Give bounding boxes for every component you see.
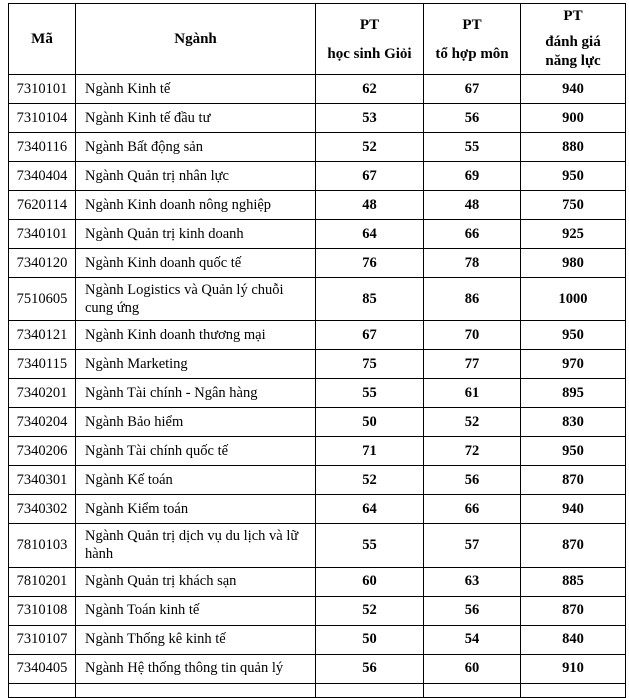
header-label-line [521, 33, 625, 71]
table-row [9, 104, 626, 133]
table-row [9, 249, 626, 278]
cell-ma: 7810103 [9, 524, 76, 567]
header-label-line: năng lực [545, 53, 601, 69]
cell-pt-danh-gia-nang-luc: 870 [521, 596, 626, 625]
cell-ma: 7340206 [9, 437, 76, 466]
cell-pt-hoc-sinh-gioi: 48 [316, 191, 424, 220]
table-row [9, 133, 626, 162]
table-row [9, 162, 626, 191]
cell-pt-to-hop-mon: 70 [424, 321, 521, 350]
table-row [9, 596, 626, 625]
cell-pt-danh-gia-nang-luc: 895 [521, 379, 626, 408]
cell-pt-to-hop-mon: 78 [424, 249, 521, 278]
admission-scores-table [8, 3, 626, 698]
cell-ma: 7340204 [9, 408, 76, 437]
column-header-pt-danh-gia-nang-luc [521, 4, 626, 75]
column-header-nganh [76, 4, 316, 75]
cell-nganh: Ngành Kinh doanh thương mại [76, 321, 316, 350]
cell-pt-hoc-sinh-gioi: 67 [316, 321, 424, 350]
cell-nganh: Ngành Kế toán [76, 466, 316, 495]
cell-pt-hoc-sinh-gioi: 52 [316, 596, 424, 625]
cell-nganh: Ngành Kiểm toán [76, 495, 316, 524]
cell-ma: 7340115 [9, 350, 76, 379]
table-row [9, 466, 626, 495]
cell-pt-hoc-sinh-gioi: 67 [316, 162, 424, 191]
cell-ma: 7340405 [9, 654, 76, 683]
table-row [9, 654, 626, 683]
cell-pt-hoc-sinh-gioi: 50 [316, 408, 424, 437]
cell-pt-to-hop-mon: 69 [424, 162, 521, 191]
cell-pt-to-hop-mon: 63 [424, 567, 521, 596]
cell-pt-to-hop-mon: 77 [424, 350, 521, 379]
table-row [9, 379, 626, 408]
header-label-nganh: Ngành [174, 31, 217, 47]
header-label-line: đánh giá [545, 34, 601, 51]
cell-pt-danh-gia-nang-luc: 950 [521, 437, 626, 466]
cell-pt-danh-gia-nang-luc: 910 [521, 654, 626, 683]
table-row [9, 495, 626, 524]
cell-ma: 7310108 [9, 596, 76, 625]
cell-pt-danh-gia-nang-luc: 940 [521, 75, 626, 104]
table-row [9, 191, 626, 220]
cell-ma: 7310101 [9, 75, 76, 104]
cell-pt-to-hop-mon: 55 [424, 133, 521, 162]
cell-pt-danh-gia-nang-luc: 925 [521, 220, 626, 249]
cell-empty [9, 683, 76, 697]
cell-nganh: Ngành Hệ thống thông tin quản lý [76, 654, 316, 683]
cell-pt-hoc-sinh-gioi: 76 [316, 249, 424, 278]
cell-pt-hoc-sinh-gioi: 55 [316, 524, 424, 567]
cell-pt-hoc-sinh-gioi: 64 [316, 220, 424, 249]
table-row [9, 75, 626, 104]
cell-ma: 7340404 [9, 162, 76, 191]
cell-nganh: Ngành Bất động sản [76, 133, 316, 162]
cell-pt-to-hop-mon: 66 [424, 495, 521, 524]
cell-ma: 7620114 [9, 191, 76, 220]
cell-pt-to-hop-mon: 60 [424, 654, 521, 683]
cell-pt-danh-gia-nang-luc: 885 [521, 567, 626, 596]
cell-nganh: Ngành Tài chính - Ngân hàng [76, 379, 316, 408]
cell-ma: 7340101 [9, 220, 76, 249]
cell-ma: 7310107 [9, 625, 76, 654]
table-header [9, 4, 626, 75]
cell-pt-to-hop-mon: 52 [424, 408, 521, 437]
cell-nganh: Ngành Marketing [76, 350, 316, 379]
cell-pt-hoc-sinh-gioi: 62 [316, 75, 424, 104]
cell-ma: 7340201 [9, 379, 76, 408]
table-body [9, 75, 626, 698]
cell-pt-danh-gia-nang-luc: 900 [521, 104, 626, 133]
cell-pt-to-hop-mon: 56 [424, 104, 521, 133]
cell-pt-to-hop-mon: 66 [424, 220, 521, 249]
cell-ma: 7810201 [9, 567, 76, 596]
cell-nganh: Ngành Quản trị khách sạn [76, 567, 316, 596]
cell-empty [424, 683, 521, 697]
cell-nganh: Ngành Kinh tế [76, 75, 316, 104]
cell-pt-to-hop-mon: 57 [424, 524, 521, 567]
cell-pt-to-hop-mon: 67 [424, 75, 521, 104]
cell-pt-danh-gia-nang-luc: 940 [521, 495, 626, 524]
cell-nganh: Ngành Kinh doanh quốc tế [76, 249, 316, 278]
header-label-line: tổ hợp môn [435, 45, 509, 62]
cell-pt-danh-gia-nang-luc: 970 [521, 350, 626, 379]
cell-pt-hoc-sinh-gioi: 56 [316, 654, 424, 683]
cell-pt-to-hop-mon: 56 [424, 596, 521, 625]
cell-ma: 7310104 [9, 104, 76, 133]
cell-pt-to-hop-mon: 48 [424, 191, 521, 220]
table-row [9, 220, 626, 249]
cell-pt-to-hop-mon: 72 [424, 437, 521, 466]
cell-empty [316, 683, 424, 697]
table-row [9, 437, 626, 466]
cell-pt-danh-gia-nang-luc: 980 [521, 249, 626, 278]
cell-nganh: Ngành Logistics và Quản lý chuỗi cung ứng [76, 278, 316, 321]
cell-pt-to-hop-mon: 54 [424, 625, 521, 654]
cell-nganh: Ngành Toán kinh tế [76, 596, 316, 625]
cell-nganh: Ngành Bảo hiểm [76, 408, 316, 437]
cell-pt-hoc-sinh-gioi: 71 [316, 437, 424, 466]
cell-pt-to-hop-mon: 56 [424, 466, 521, 495]
cell-pt-hoc-sinh-gioi: 52 [316, 133, 424, 162]
cell-pt-hoc-sinh-gioi: 55 [316, 379, 424, 408]
column-header-ma [9, 4, 76, 75]
cell-pt-danh-gia-nang-luc: 870 [521, 524, 626, 567]
table-row [9, 567, 626, 596]
table-row [9, 625, 626, 654]
cell-nganh: Ngành Quản trị kinh doanh [76, 220, 316, 249]
header-label-ma: Mã [31, 31, 53, 47]
cell-ma: 7340302 [9, 495, 76, 524]
cell-pt-to-hop-mon: 86 [424, 278, 521, 321]
cell-pt-hoc-sinh-gioi: 85 [316, 278, 424, 321]
cell-ma: 7340121 [9, 321, 76, 350]
column-header-pt-hoc-sinh-gioi [316, 4, 424, 75]
cell-pt-hoc-sinh-gioi: 75 [316, 350, 424, 379]
header-label-line: PT [563, 8, 583, 25]
cell-nganh: Ngành Kinh tế đầu tư [76, 104, 316, 133]
cell-empty [76, 683, 316, 697]
cell-nganh: Ngành Quản trị dịch vụ du lịch và lữ hành [76, 524, 316, 567]
cell-pt-hoc-sinh-gioi: 53 [316, 104, 424, 133]
cell-pt-to-hop-mon: 61 [424, 379, 521, 408]
cell-nganh: Ngành Quản trị nhân lực [76, 162, 316, 191]
cell-nganh: Ngành Kinh doanh nông nghiệp [76, 191, 316, 220]
table-row [9, 278, 626, 321]
cell-pt-danh-gia-nang-luc: 880 [521, 133, 626, 162]
table-row [9, 321, 626, 350]
table-row [9, 408, 626, 437]
cell-nganh: Ngành Tài chính quốc tế [76, 437, 316, 466]
table-row [9, 524, 626, 567]
cell-pt-danh-gia-nang-luc: 750 [521, 191, 626, 220]
cell-pt-hoc-sinh-gioi: 52 [316, 466, 424, 495]
cell-pt-danh-gia-nang-luc: 950 [521, 321, 626, 350]
header-label-line: học sinh Giỏi [327, 45, 412, 62]
table-row-cutoff [9, 683, 626, 697]
cell-pt-hoc-sinh-gioi: 50 [316, 625, 424, 654]
cell-pt-danh-gia-nang-luc: 830 [521, 408, 626, 437]
cell-ma: 7510605 [9, 278, 76, 321]
cell-pt-danh-gia-nang-luc: 1000 [521, 278, 626, 321]
cell-ma: 7340120 [9, 249, 76, 278]
cell-pt-hoc-sinh-gioi: 64 [316, 495, 424, 524]
header-label-line: PT [359, 16, 380, 33]
cell-ma: 7340301 [9, 466, 76, 495]
cell-ma: 7340116 [9, 133, 76, 162]
header-row [9, 4, 626, 75]
table-row [9, 350, 626, 379]
cell-nganh: Ngành Thống kê kinh tế [76, 625, 316, 654]
cell-pt-hoc-sinh-gioi: 60 [316, 567, 424, 596]
header-label-line: PT [462, 16, 482, 33]
cell-empty [521, 683, 626, 697]
column-header-pt-to-hop-mon [424, 4, 521, 75]
cell-pt-danh-gia-nang-luc: 950 [521, 162, 626, 191]
cell-pt-danh-gia-nang-luc: 870 [521, 466, 626, 495]
cell-pt-danh-gia-nang-luc: 840 [521, 625, 626, 654]
